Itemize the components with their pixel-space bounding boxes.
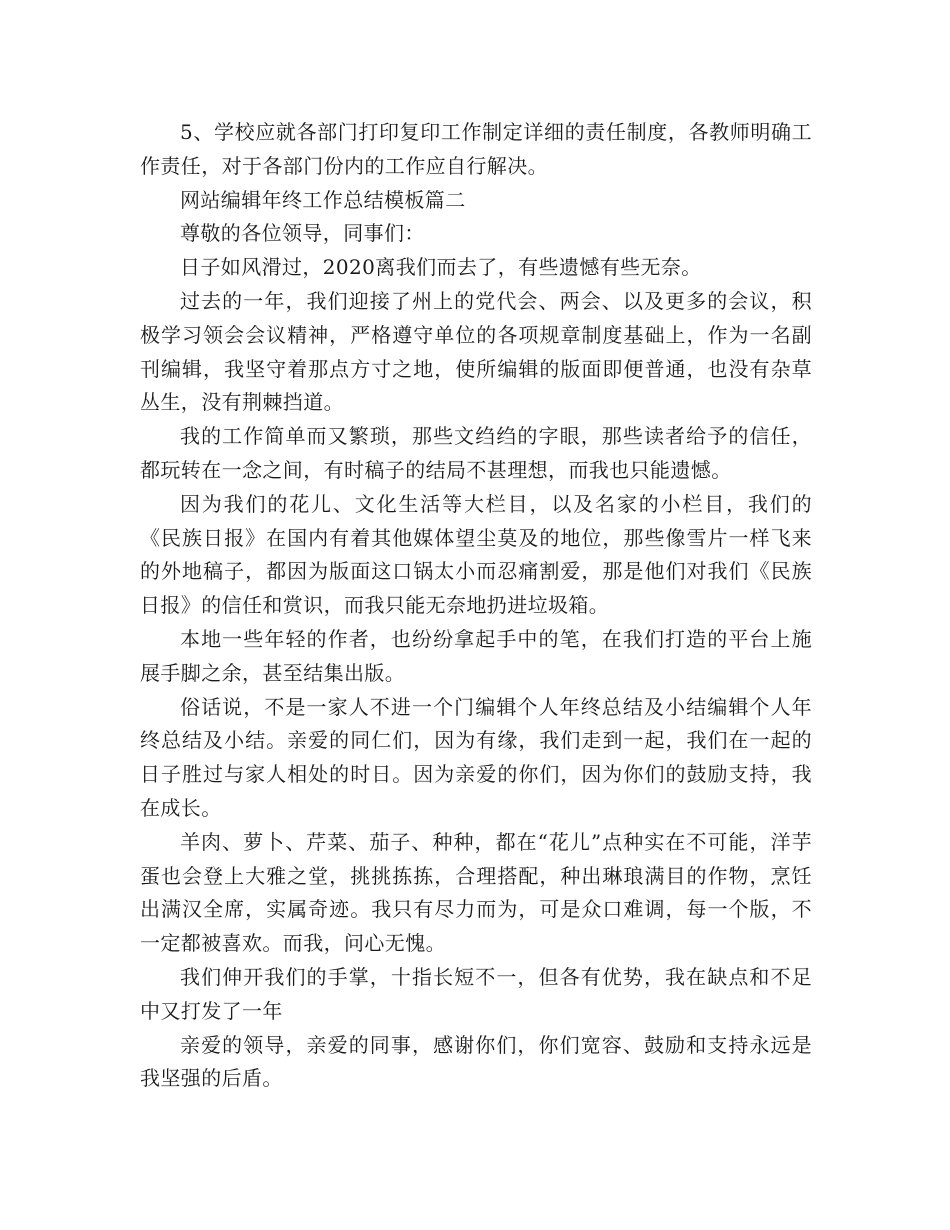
paragraph-past-year: 过去的一年，我们迎接了州上的党代会、两会、以及更多的会议，积极学习领会会议精神，严格遵守单位的各项规章制度基础上，作为一名副刊编辑，我坚守着那点方寸之地，使所编辑的版面即便普通，也没有杂草丛生，没有荆棘挡道。 [140,288,812,415]
section-heading: 网站编辑年终工作总结模板篇二 [180,187,466,212]
paragraph-colleagues: 俗话说，不是一家人不进一个门编辑个人年终总结及小结编辑个人年终总结及小结。亲爱的同仁们，因为有缘，我们走到一起，我们在一起的日子胜过与家人相处的时日。因为亲爱的你们，因为你们的鼓励支持，我在成长。 [140,694,812,820]
paragraph-columns: 因为我们的花儿、文化生活等大栏目，以及名家的小栏目，我们的《民族日报》在国内有着其他媒体望尘莫及的地位，那些像雪片一样飞来的外地稿子，都因为版面这口锅太小而忍痛割爱，那是他们对我们《民族日报》的信任和赏识，而我只能无奈地扔进垃圾箱。 [140,491,812,618]
document-body [140,116,812,1096]
paragraph-hands: 我们伸开我们的手掌，十指长短不一，但各有优势，我在缺点和不足中又打发了一年 [140,964,812,1023]
paragraph-responsibility-rule: 5、学校应就各部门打印复印工作制定详细的责任制度，各教师明确工作责任，对于各部门份内的工作应自行解决。 [140,120,812,178]
paragraph-work-nature: 我的工作简单而又繁琐，那些文绉绉的字眼，那些读者给予的信任，都玩转在一念之间，有时稿子的结局不甚理想，而我也只能遗憾。 [140,424,812,482]
paragraph-opening: 日子如风滑过，2020离我们而去了，有些遗憾有些无奈。 [180,255,702,280]
paragraph-variety: 羊肉、萝卜、芹菜、茄子、种种，都在“花儿”点种实在不可能，洋芋蛋也会登上大雅之堂，挑挑拣拣，合理搭配，种出琳琅满目的作物，烹饪出满汉全席，实属奇迹。我只有尽力而为，可是众口难调，每一个版，不一定都被喜欢。而我，问心无愧。 [140,829,812,956]
salutation: 尊敬的各位领导，同事们： [180,221,425,246]
paragraph-local-authors: 本地一些年轻的作者，也纷纷拿起手中的笔，在我们打造的平台上施展手脚之余，甚至结集出版。 [140,626,812,685]
paragraph-thanks: 亲爱的领导，亲爱的同事，感谢你们，你们宽容、鼓励和支持永远是我坚强的后盾。 [140,1032,812,1091]
